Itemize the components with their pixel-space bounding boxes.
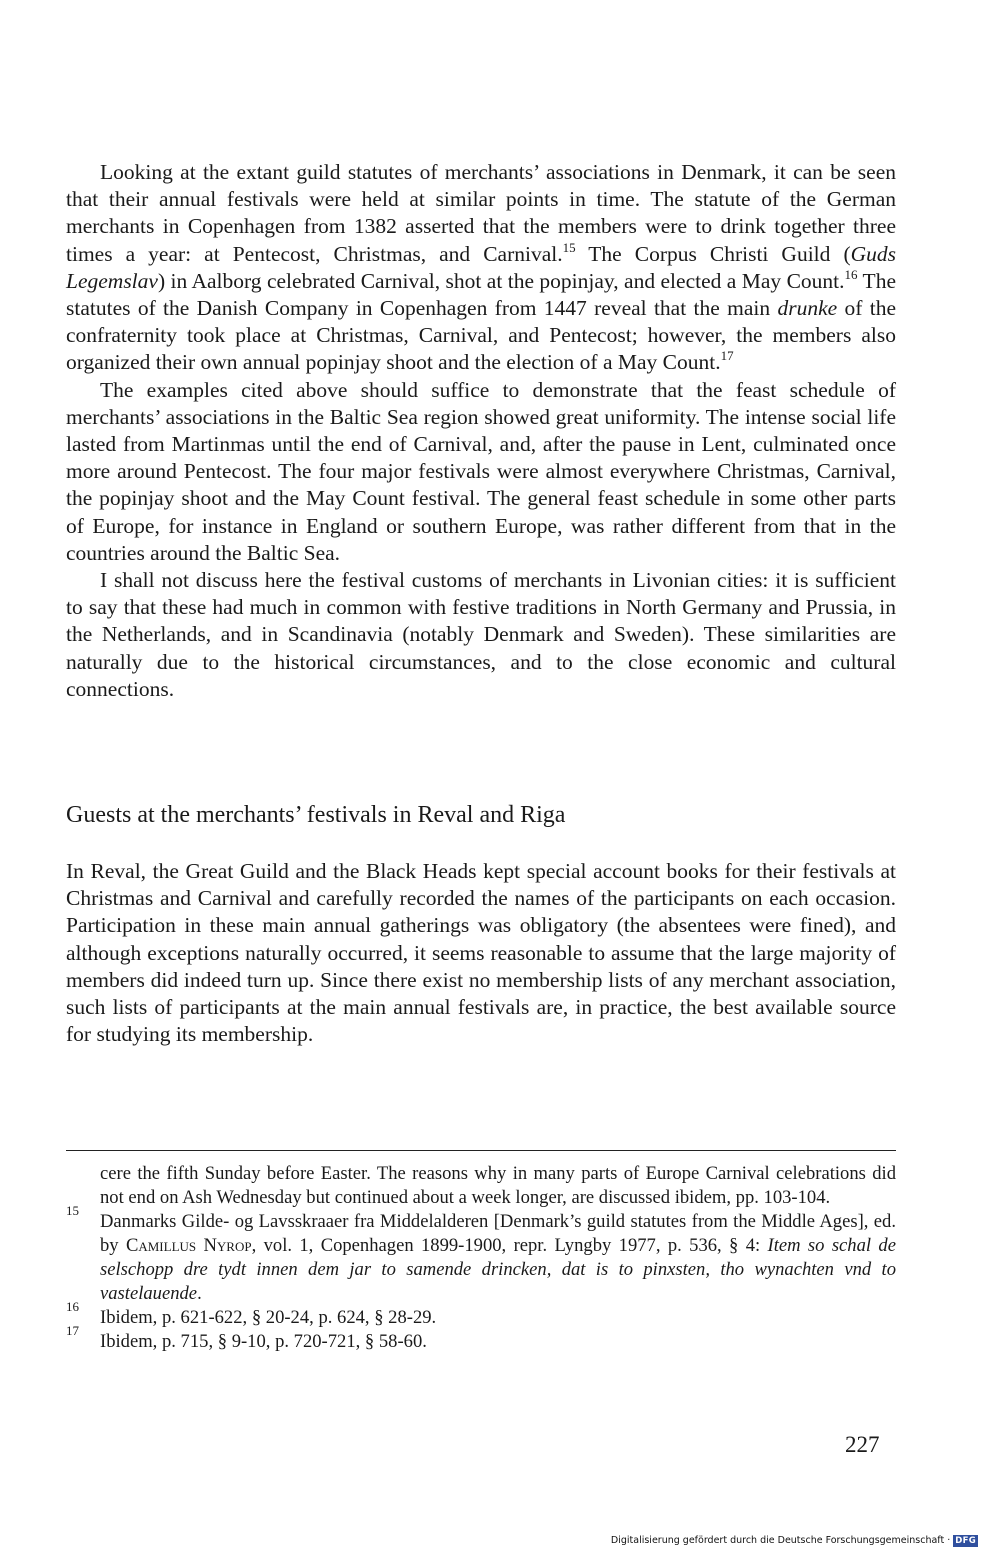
paragraph-4: In Reval, the Great Guild and the Black Heads kept special account books for their festivals at Christmas and Carnival and carefully recorded the names of the participants on each occasion. Participation in these main annual gatherings was obligatory (the absentees were fined), and although exceptions naturally occurred, it seems reasonable to assume that the large majority of members did indeed turn up. Since there exist no membership lists of any merchant association, such lists of participants at the main annual festivals are, in practice, the best available source for studying its membership. xyxy=(66,859,896,1047)
footnote-number: 15 xyxy=(66,1203,79,1218)
page-number: 227 xyxy=(845,1432,880,1457)
footnote-16: 16 Ibidem, p. 621-622, § 20-24, p. 624, § 28-29. xyxy=(66,1299,437,1328)
digitization-note: Digitalisierung gefördert durch die Deutsche Forschungsgemeinschaft · xyxy=(610,1535,951,1546)
footnote-number: 17 xyxy=(66,1323,79,1338)
italic-term: Guds Legemslav xyxy=(66,241,897,293)
paragraph-2: The examples cited above should suffice to demonstrate that the feast schedule of merchants’ associations in the Baltic Sea region showed great uniformity. The intense social life lasted from Martinmas until the end of Carnival, and, after the pause in Lent, culminated once more around Pentecost. The four major festivals were almost everywhere Christmas, Carnival, the popinjay shoot and the May Count festival. The general feast schedule in some other parts of Europe, for instance in England or southern Europe, was rather different from that in the countries around the Baltic Sea. xyxy=(66,377,896,565)
italic-term: drunke xyxy=(777,296,838,321)
footnote-ref-16[interactable]: 16 xyxy=(844,266,858,282)
footnote-ref-15[interactable]: 15 xyxy=(562,239,576,255)
footnote-17: 17 Ibidem, p. 715, § 9-10, p. 720-721, § 58-60. xyxy=(66,1323,427,1352)
paragraph-3: I shall not discuss here the festival customs of merchants in Livonian cities: it is sufficient to say that these had much in common with festive traditions in North Germany and Prussia, in the Netherlands, and in Scandinavia (notably Denmark and Sweden). These similarities are naturally due to the historical circumstances, and to the close economic and cultural connections. xyxy=(66,568,896,701)
footnote-15: 15 Danmarks Gilde- og Lavsskraaer fra Middelalderen [Denmark’s guild statutes from the Middle Ages], ed. by Camillus Nyrop, vol. 1, Copenhagen 1899-1900, repr. Lyngby 1977, p. 536, § 4: Item so schal de selschopp dre tydt innen dem jar to samende drincken, dat is to pinxsten, tho wynachten vnd to vastelauende. xyxy=(66,1203,896,1304)
section-heading: Guests at the merchants’ festivals in Reval and Riga xyxy=(66,802,566,828)
footnote-divider xyxy=(66,1150,896,1151)
paragraph-1: Looking at the extant guild statutes of merchants’ associations in Denmark, it can be seen that their annual festivals were held at similar points in time. The statute of the German merchants in Copenhagen from 1382 asserted that the members were to drink together three times a year: at Pentecost, Christmas, and Carnival.$^{15}$ The Corpus Christi Guild (Guds Legemslav) in Aalborg celebrated Carnival, shot at the popinjay, and elected a May Count.$^{16}$ The statutes of the Danish Company in Copenhagen from 1447 reveal that the main drunke of the confraternity took place at Christmas, Carnival, and Pentecost; however, the members also organized their own annual popinjay shoot and the election of a May Count.$^{17}$ xyxy=(66,160,897,375)
footnotes xyxy=(66,1162,896,1354)
footnote-ref-17[interactable]: 17 xyxy=(720,348,734,364)
dfg-logo-icon: DFG xyxy=(955,1536,976,1546)
editor-name: Camillus Nyrop xyxy=(125,1235,252,1256)
section-text-block xyxy=(66,858,896,1048)
footnote-number: 16 xyxy=(66,1299,79,1314)
digitization-footer xyxy=(611,1535,978,1547)
main-text-block xyxy=(66,159,896,703)
footnote-continuation: cere the fifth Sunday before Easter. The reasons why in many parts of Europe Carnival celebrations did not end on Ash Wednesday but continued about a week longer, are discussed ibidem, pp. 103-104. xyxy=(100,1163,896,1208)
latin-quote: Item so schal de selschopp dre tydt innen dem jar to samende drincken, dat is to pinxsten, tho wynachten vnd to vastelauende xyxy=(100,1235,896,1304)
